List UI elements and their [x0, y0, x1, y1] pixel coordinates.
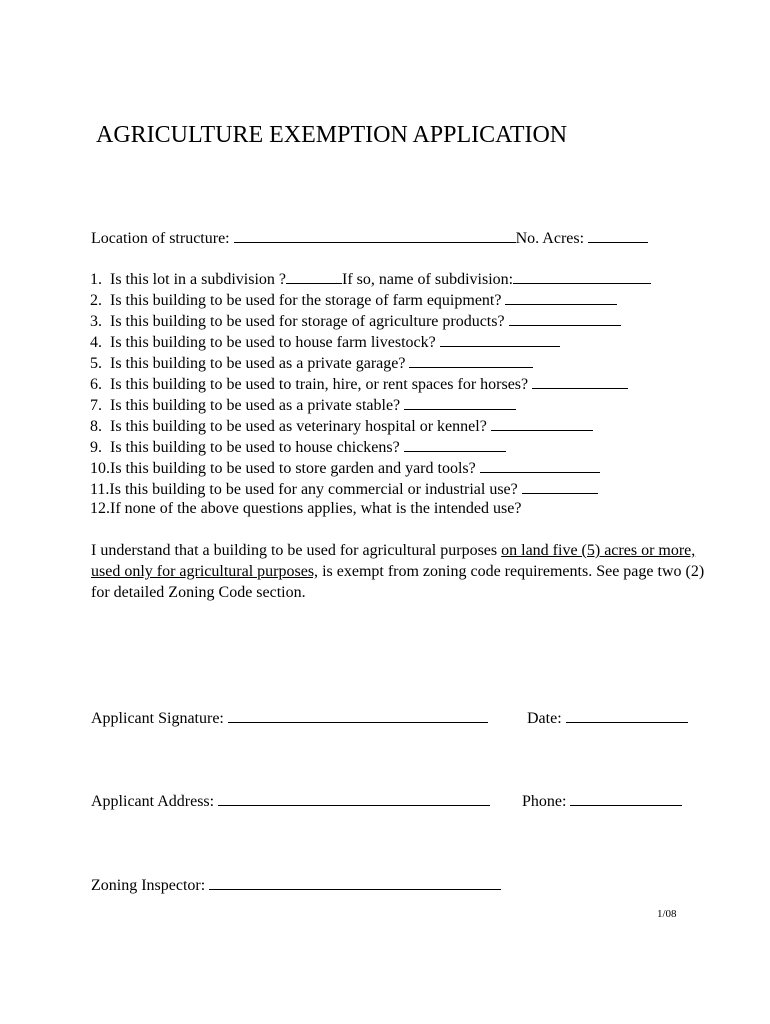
- date-field[interactable]: [566, 708, 688, 723]
- question-number: 6.: [90, 376, 102, 393]
- answer-field[interactable]: [505, 290, 617, 305]
- phone-field[interactable]: [570, 791, 682, 806]
- answer-field[interactable]: [404, 437, 506, 452]
- answer-field[interactable]: [480, 458, 600, 473]
- question-1: [90, 269, 651, 289]
- question-number: 10.: [90, 460, 110, 477]
- subdivision-name-label: If so, name of subdivision:: [342, 271, 514, 288]
- acres-label: No. Acres:: [515, 230, 585, 247]
- question-text: Is this building to be used as a private garage?: [110, 355, 406, 372]
- question-2: [90, 290, 617, 310]
- revision-date: 1/08: [657, 908, 677, 920]
- question-12: [90, 500, 521, 518]
- signature-label: Applicant Signature:: [91, 710, 224, 727]
- location-field[interactable]: [234, 228, 516, 243]
- answer-field[interactable]: [440, 332, 560, 347]
- question-text: Is this building to be used to house farm livestock?: [110, 334, 436, 351]
- subdivision-yes-no-field[interactable]: [286, 269, 342, 284]
- answer-field[interactable]: [509, 311, 621, 326]
- question-number: 5.: [90, 355, 102, 372]
- address-row: [91, 791, 490, 811]
- question-9: [90, 437, 506, 457]
- question-7: [90, 395, 516, 415]
- question-number: 2.: [90, 292, 102, 309]
- question-3: [90, 311, 621, 331]
- question-8: [90, 416, 593, 436]
- question-number: 1.: [90, 271, 102, 288]
- signature-field[interactable]: [228, 708, 488, 723]
- question-number: 11.: [90, 481, 110, 498]
- statement-paragraph: [91, 540, 711, 603]
- inspector-field[interactable]: [209, 875, 501, 890]
- question-text: Is this lot in a subdivision ?: [110, 271, 286, 288]
- date-row: [527, 708, 688, 728]
- inspector-row: [91, 875, 501, 895]
- question-11: [90, 479, 598, 499]
- statement-text: I understand that a building to be used for agricultural purposes: [91, 542, 502, 559]
- question-text: Is this building to be used for storage of agriculture products?: [110, 313, 505, 330]
- answer-field[interactable]: [532, 374, 628, 389]
- inspector-label: Zoning Inspector:: [91, 877, 206, 894]
- date-label: Date:: [527, 710, 562, 727]
- question-text: Is this building to be used for any commercial or industrial use?: [109, 481, 518, 498]
- address-label: Applicant Address:: [91, 793, 215, 810]
- question-number: 8.: [90, 418, 102, 435]
- statement-underlined-text: on land five (5) acres or more, used only for agricultural purposes,: [91, 542, 696, 580]
- question-number: 12.: [90, 500, 110, 517]
- location-label: Location of structure:: [91, 230, 230, 247]
- form-title: AGRICULTURE EXEMPTION APPLICATION: [96, 122, 568, 148]
- question-text: Is this building to be used to train, hire, or rent spaces for horses?: [110, 376, 529, 393]
- question-5: [90, 353, 533, 373]
- question-number: 3.: [90, 313, 102, 330]
- phone-row: [522, 791, 682, 811]
- question-10: [90, 458, 600, 478]
- signature-row: [91, 708, 488, 728]
- question-number: 4.: [90, 334, 102, 351]
- phone-label: Phone:: [522, 793, 567, 810]
- question-number: 9.: [90, 439, 102, 456]
- answer-field[interactable]: [409, 353, 533, 368]
- question-text: If none of the above questions applies, what is the intended use?: [110, 500, 522, 517]
- question-number: 7.: [90, 397, 102, 414]
- statement-text-end: is exempt from zoning code requirements. See page two (2) for detailed Zoning Code section.: [91, 563, 705, 601]
- question-text: Is this building to be used to house chickens?: [110, 439, 400, 456]
- question-6: [90, 374, 628, 394]
- answer-field[interactable]: [491, 416, 593, 431]
- question-4: [90, 332, 560, 352]
- subdivision-name-field[interactable]: [513, 269, 651, 284]
- question-text: Is this building to be used as veterinary hospital or kennel?: [110, 418, 487, 435]
- location-row: [91, 228, 648, 248]
- answer-field[interactable]: [522, 479, 598, 494]
- address-field[interactable]: [218, 791, 490, 806]
- question-text: Is this building to be used as a private stable?: [110, 397, 401, 414]
- acres-field[interactable]: [588, 228, 648, 243]
- question-text: Is this building to be used to store garden and yard tools?: [110, 460, 476, 477]
- question-text: Is this building to be used for the storage of farm equipment?: [110, 292, 502, 309]
- answer-field[interactable]: [404, 395, 516, 410]
